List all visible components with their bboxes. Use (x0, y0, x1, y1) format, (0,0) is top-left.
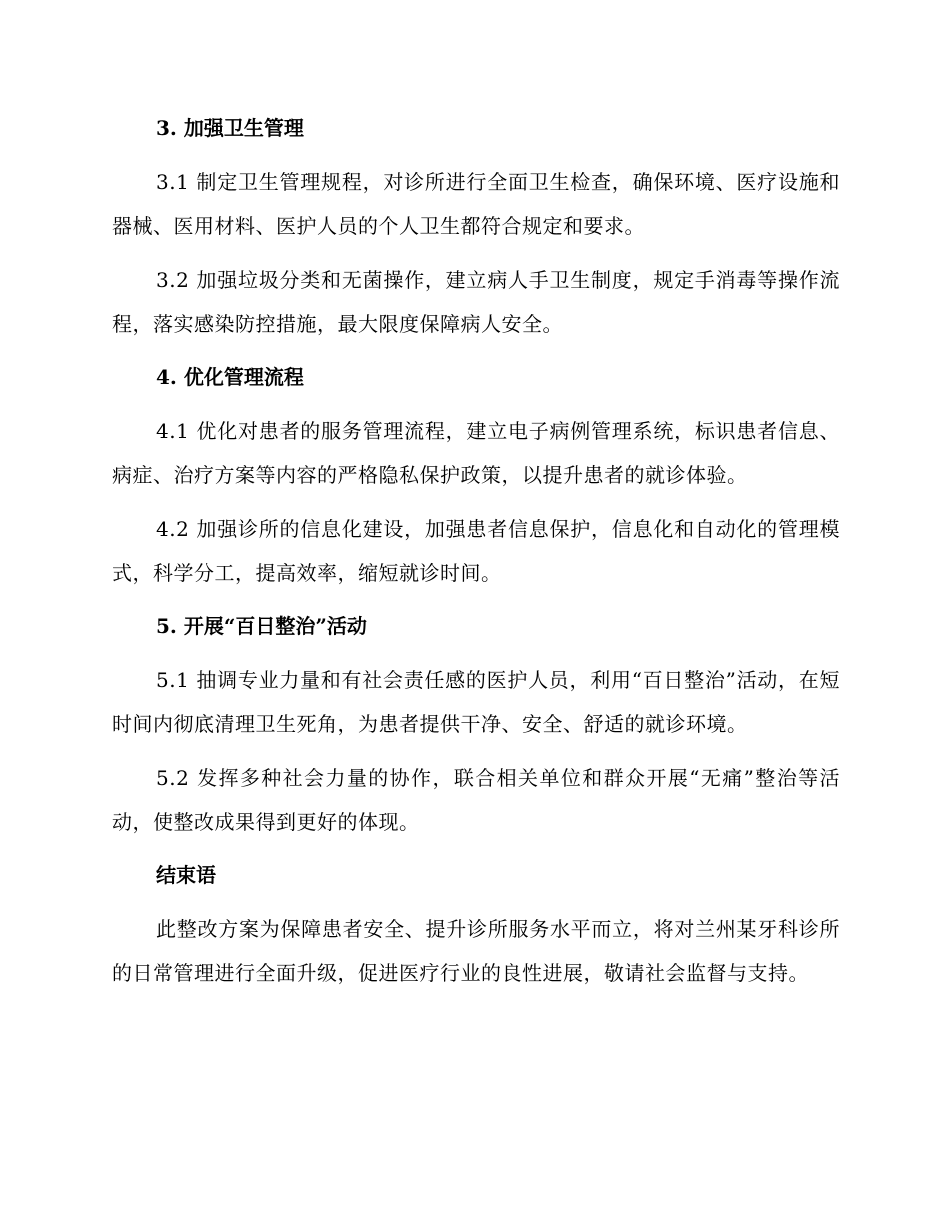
section-heading-3: 3. 加强卫生管理 (156, 116, 304, 140)
paragraph-3-1: 3.1 制定卫生管理规程，对诊所进行全面卫生检查，确保环境、医疗设施和器械、医用材料、医护人员的个人卫生都符合规定和要求。 (112, 170, 840, 238)
conclusion-heading: 结束语 (156, 863, 216, 887)
paragraph-4-1: 4.1 优化对患者的服务管理流程，建立电子病例管理系统，标识患者信息、病症、治疗方案等内容的严格隐私保护政策，以提升患者的就诊体验。 (112, 419, 840, 487)
paragraph-5-1: 5.1 抽调专业力量和有社会责任感的医护人员，利用“百日整治”活动，在短时间内彻底清理卫生死角，为患者提供干净、安全、舒适的就诊环境。 (112, 668, 840, 736)
paragraph-4-2: 4.2 加强诊所的信息化建设，加强患者信息保护，信息化和自动化的管理模式，科学分工，提高效率，缩短就诊时间。 (112, 517, 840, 585)
paragraph-5-2: 5.2 发挥多种社会力量的协作，联合相关单位和群众开展“无痛”整治等活动，使整改成果得到更好的体现。 (112, 766, 840, 834)
paragraph-3-2: 3.2 加强垃圾分类和无菌操作，建立病人手卫生制度，规定手消毒等操作流程，落实感染防控措施，最大限度保障病人安全。 (112, 268, 840, 336)
section-heading-4: 4. 优化管理流程 (156, 365, 304, 389)
conclusion-paragraph: 此整改方案为保障患者安全、提升诊所服务水平而立，将对兰州某牙科诊所的日常管理进行全面升级，促进医疗行业的良性进展，敬请社会监督与支持。 (112, 917, 840, 985)
section-heading-5: 5. 开展“百日整治”活动 (156, 614, 367, 638)
